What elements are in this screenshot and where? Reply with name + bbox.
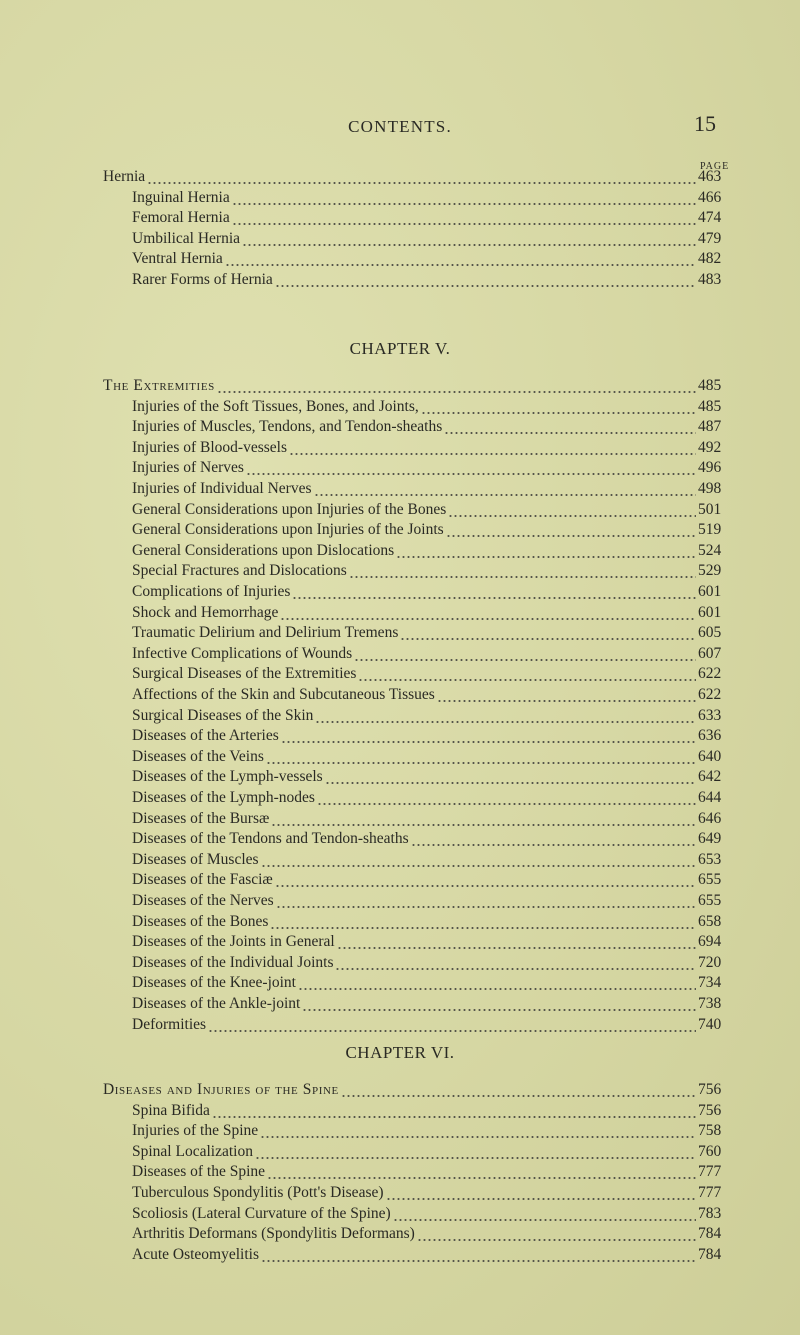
toc-entry [0,643,800,665]
toc-entry-title: Acute Osteomyelitis [132,1245,259,1263]
toc-entry-page: 734 [698,974,722,992]
toc-entry [0,396,800,418]
toc-entry-page: 519 [698,521,722,539]
toc-entry [0,808,800,830]
dot-leader [396,540,696,562]
toc-entry [0,437,800,459]
toc-entry [0,622,800,644]
toc-entry-title: General Considerations upon Injuries of the Bones [132,500,447,518]
toc-entry-page: 463 [698,168,722,185]
toc-entry [0,1100,800,1122]
toc-entry-page: 529 [698,562,722,580]
dot-leader [393,1203,696,1225]
toc-entry-title: Shock and Hemorrhage [132,603,279,621]
toc-entry-page: 601 [698,583,722,600]
toc-entry-page: 783 [698,1204,722,1222]
toc-entry-title: Scoliosis (Lateral Curvature of the Spine) [132,1204,391,1222]
chapter-heading: CHAPTER VI. [345,1043,455,1062]
toc-entry-page: 601 [698,603,722,621]
toc-entry-page: 784 [698,1225,722,1243]
dot-leader [444,416,696,438]
dot-leader [280,602,696,624]
dot-leader [261,849,696,871]
toc-entry [0,890,800,912]
toc-entry [0,1141,800,1163]
toc-entry-title: Special Fractures and Dislocations [132,562,347,580]
dot-leader [232,207,696,229]
toc-entry [0,228,800,250]
toc-entry-title: Affections of the Skin and Subcutaneous Tissues [132,686,435,703]
toc-entry-title: Hernia [103,168,146,185]
toc-entry-page: 483 [698,271,722,288]
dot-leader [337,931,696,953]
toc-entry-page: 658 [698,912,722,930]
page-column-label: PAGE [700,161,730,172]
toc-entry-page: 644 [698,789,722,806]
toc-entry-title: Spina Bifida [132,1101,210,1119]
toc-entry [0,1161,800,1183]
toc-entry [0,248,800,270]
toc-entry [0,993,800,1015]
toc-entry-page: 694 [698,933,722,951]
dot-leader [437,684,696,706]
dot-leader [292,581,696,603]
toc-entry [0,375,800,397]
toc-entry [0,849,800,871]
toc-entry-page: 636 [698,727,722,745]
toc-entry-title: Complications of Injuries [132,583,291,600]
toc-entry-page: 760 [698,1142,722,1160]
toc-entry [0,972,800,994]
toc-entry-title: Injuries of Muscles, Tendons, and Tendon-sheaths [132,418,443,436]
dot-leader [246,457,696,479]
toc-entry-title: Rarer Forms of Hernia [132,271,273,288]
toc-entry [0,581,800,603]
toc-entry [0,787,800,809]
toc-entry-page: 487 [698,418,722,436]
dot-leader [446,519,696,541]
toc-entry-title: Injuries of Individual Nerves [132,480,312,497]
toc-entry [0,869,800,891]
dot-leader [314,478,697,500]
toc-entry-page: 622 [698,665,722,683]
toc-entry [0,746,800,768]
dot-leader [421,396,696,418]
toc-entry [0,725,800,747]
toc-entry-page: 758 [698,1122,722,1140]
toc-entry-title: Traumatic Delirium and Delirium Tremens [132,624,399,642]
toc-entry-title: Femoral Hernia [132,209,230,227]
toc-entry-page: 622 [698,686,722,703]
toc-entry-page: 646 [698,809,722,827]
toc-entry-title: Infective Complications of Wounds [132,644,353,662]
toc-entry-page: 655 [698,871,722,889]
toc-entry-title: Surgical Diseases of the Extremities [132,665,357,683]
dot-leader [270,911,696,933]
running-title: CONTENTS. [348,117,452,136]
toc-entry [0,911,800,933]
toc-entry-title: Ventral Hernia [132,250,223,268]
toc-entry [0,952,800,974]
toc-entry-title: Spinal Localization [132,1142,253,1160]
toc-entry-page: 777 [698,1163,722,1181]
toc-entry [0,269,800,291]
toc-entry-title: Surgical Diseases of the Skin [132,706,314,724]
dot-leader [281,725,696,747]
toc-entry-page: 479 [698,229,722,247]
toc-entry-title: Diseases of Muscles [132,850,259,868]
dot-leader [411,828,696,850]
toc-entry-title: Diseases of the Joints in General [132,933,335,951]
dot-leader [289,437,696,459]
chapter-heading: CHAPTER V. [349,339,451,358]
dot-leader [212,1100,696,1122]
toc-entry-title: Diseases of the Individual Joints [132,953,334,971]
toc-entry-page: 466 [698,188,722,206]
toc-entry-title: Deformities [132,1015,207,1033]
toc-entry-page: 607 [698,644,722,662]
toc-entry [0,1014,800,1036]
toc-entry-title: Diseases of the Tendons and Tendon-sheaths [132,830,409,848]
toc-entry [0,187,800,209]
toc-entry-title: Injuries of the Soft Tissues, Bones, and Joints, [132,397,419,415]
dot-leader [386,1182,696,1204]
toc-entry-title: Diseases of the Fasciæ [132,871,273,889]
dot-leader [232,187,696,209]
page-number: 15 [694,111,716,136]
toc-entry [0,705,800,727]
toc-entry [0,663,800,685]
toc-entry [0,519,800,541]
toc-entry [0,457,800,479]
dot-leader [325,766,696,788]
dot-leader [275,869,696,891]
toc-entry-page: 496 [698,459,722,477]
dot-leader [417,1223,696,1245]
dot-leader [276,890,696,912]
dot-leader [298,972,696,994]
toc-entry-title: The Extremities [103,377,215,394]
toc-entry-page: 784 [698,1245,722,1263]
dot-leader [400,622,696,644]
toc-entry-title: Tuberculous Spondylitis (Pott's Disease) [132,1184,384,1201]
toc-entry-page: 633 [698,706,722,724]
toc-entry [0,1223,800,1245]
dot-leader [335,952,696,974]
toc-entry-page: 653 [698,850,722,868]
toc-entry-title: Injuries of the Spine [132,1122,259,1140]
toc-entry-title: Diseases of the Ankle-joint [132,995,301,1012]
dot-leader [275,269,696,291]
dot-leader [271,808,696,830]
toc-entry [0,684,800,706]
dot-leader [225,248,696,270]
toc-entry-title: Diseases of the Lymph-vessels [132,768,323,786]
dot-leader [317,787,696,809]
toc-entry-title: Diseases of the Bursæ [132,809,270,827]
toc-entry-page: 649 [698,830,722,848]
toc-entry-page: 482 [698,250,722,268]
dot-leader [255,1141,696,1163]
toc-entry [0,828,800,850]
dot-leader [260,1120,696,1142]
toc-entry-page: 501 [698,500,722,518]
toc-entry-title: Injuries of Nerves [132,459,244,477]
toc-entry-title: Diseases of the Arteries [132,727,279,745]
toc-entry-page: 756 [698,1101,722,1119]
toc-entry [0,1182,800,1204]
toc-entry-title: General Considerations upon Dislocations [132,541,395,559]
toc-entry-page: 485 [698,377,722,394]
dot-leader [349,560,696,582]
dot-leader [147,166,696,188]
toc-entry-page: 498 [698,480,722,497]
toc-entry [0,1244,800,1266]
toc-entry [0,166,800,188]
toc-entry [0,540,800,562]
toc-entry [0,1203,800,1225]
toc-entry-page: 720 [698,953,722,971]
toc-entry-page: 740 [698,1015,722,1033]
toc-entry-title: Diseases of the Nerves [132,892,274,909]
toc-entry-title: Diseases of the Spine [132,1163,266,1181]
toc-entry-title: Umbilical Hernia [132,229,241,247]
toc-entry-page: 492 [698,438,722,456]
dot-leader [302,993,696,1015]
toc-entry-page: 756 [698,1081,722,1098]
dot-leader [315,705,696,727]
toc-entry-title: Diseases of the Lymph-nodes [132,789,315,806]
toc-entry [0,499,800,521]
dot-leader [266,746,696,768]
toc-entry [0,416,800,438]
toc-entry [0,1120,800,1142]
toc-entry-page: 640 [698,747,722,765]
dot-leader [354,643,696,665]
toc-entry-page: 485 [698,397,722,415]
dot-leader [208,1014,696,1036]
toc-entry-title: Diseases of the Bones [132,912,269,930]
page-header [0,111,800,141]
toc-entry-page: 642 [698,768,722,786]
toc-entry-title: Diseases of the Knee-joint [132,974,296,992]
dot-leader [217,375,696,397]
toc-entry-page: 524 [698,541,722,559]
toc-entry [0,560,800,582]
dot-leader [242,228,696,250]
toc-entry [0,478,800,500]
toc-entry [0,931,800,953]
toc-entry-page: 474 [698,209,722,227]
dot-leader [261,1244,696,1266]
toc-entry [0,1079,800,1101]
toc-entry-title: General Considerations upon Injuries of the Joints [132,521,444,539]
toc-entry [0,602,800,624]
dot-leader [358,663,696,685]
toc-entry-title: Arthritis Deformans (Spondylitis Deformans) [132,1225,415,1243]
toc-entry [0,207,800,229]
toc-entry [0,766,800,788]
toc-entry-page: 738 [698,995,722,1012]
toc-entry-title: Diseases of the Veins [132,747,264,765]
dot-leader [341,1079,696,1101]
toc-entry-title: Diseases and Injuries of the Spine [103,1081,339,1098]
dot-leader [448,499,696,521]
toc-entry-page: 777 [698,1184,722,1201]
toc-entry-title: Injuries of Blood-vessels [132,438,287,456]
toc-entry-page: 605 [698,624,722,642]
dot-leader [267,1161,696,1183]
toc-entry-title: Inguinal Hernia [132,188,230,206]
toc-entry-page: 655 [698,892,722,909]
